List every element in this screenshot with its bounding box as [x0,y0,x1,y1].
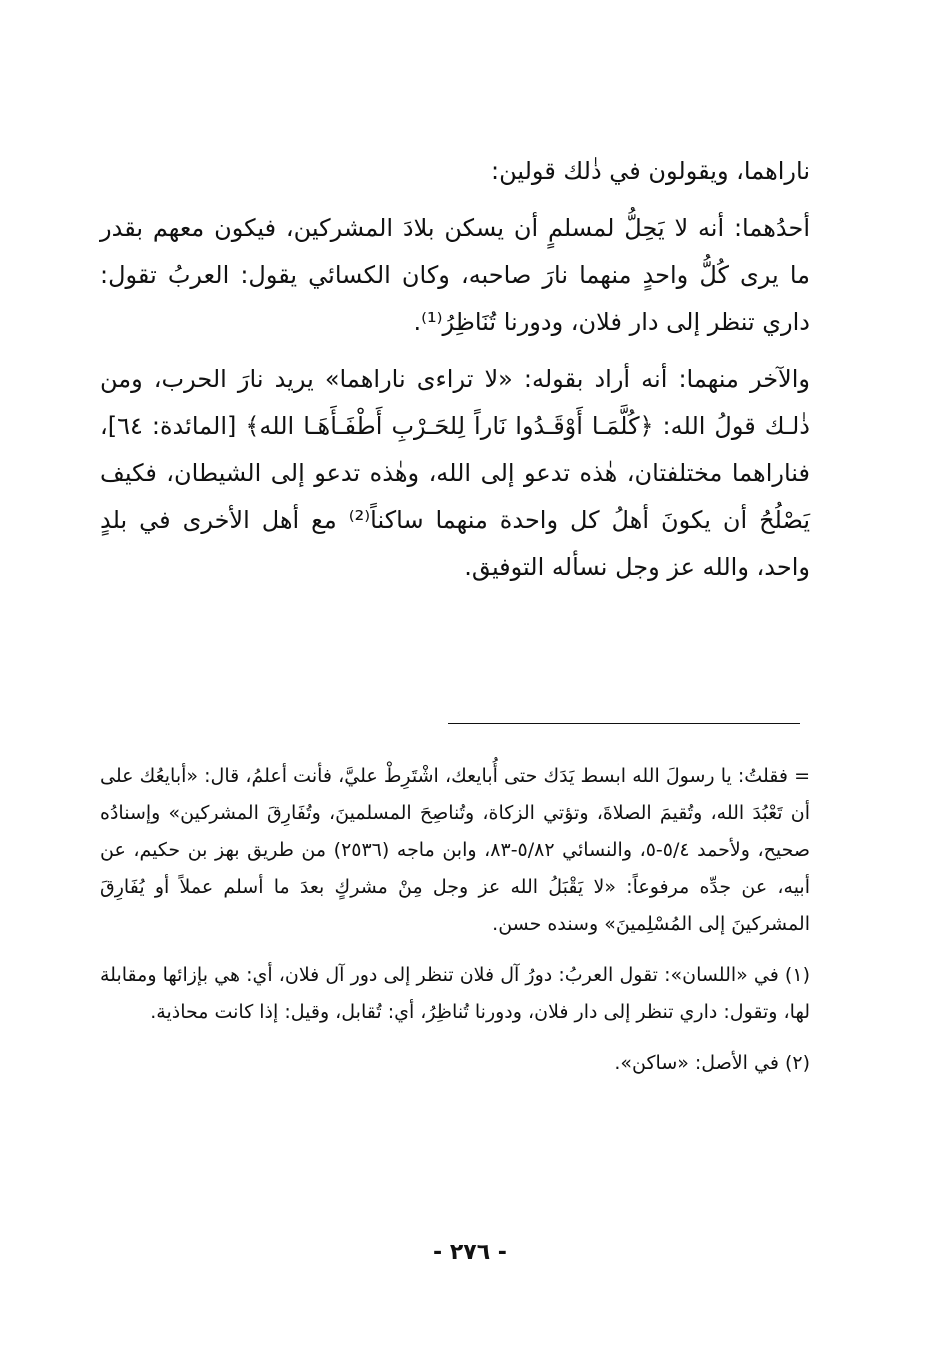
footnote-continuation: = فقلتُ: يا رسولَ الله ابسط يَدَك حتى أُبايعك، اشْتَرِطْ عليَّ، فأنت أعلمُ، قال: «أبايعُك على أن تَعْبُدَ الله، وتُقيمَ الصلاةَ، وتؤتي الزكاة، وتُناصِحَ المسلمينَ، وتُفَارِقَ المشركين» وإسنادُه صحيح، ولأحمد ٥/٤-٥، والنسائي ٥/٨٢-٨٣، وابن ماجه (٢٥٣٦) من طريق بهز بن حكيم، عن أبيه، عن جدِّه مرفوعاً: «لا يَقْبَلُ الله عز وجل مِنْ مشركٍ بعدَ ما أسلم عملاً أو يُفَارِقَ المشركينَ إلى المُسْلِمينَ» وسنده حسن. [100,765,810,935]
main-paragraph: ناراهما، ويقولون في ذٰلك قولين: [491,157,810,185]
footnote-1: (١) في «اللسان»: تقول العربُ: دورُ آل فلان تنظر إلى دور آل فلان، أي: هي بإزائها ومقابلة لها، وتقول: داري تنظر إلى دار فلان، ودورنا تُناظِرُ، أي: تُقابل، وقيل: إذا كانت محاذية. [100,964,810,1023]
main-text [100,148,810,591]
main-paragraph: والآخر منهما: أنه أراد بقوله: «لا تراءى ناراهما» يريد نارَ الحرب، ومن ذٰلـك قولُ الله: ﴿كُلَّمَـا أَوْقَـدُوا نَاراً لِلحَـرْبِ أَطْفَـأَهَـا الله﴾ [المائدة: ٦٤]، فناراهما مختلفتان، هٰذه تدعو إلى الله، وهٰذه تدعو إلى الشيطان، فكيف يَصْلُحُ أن يكونَ أهلُ كل واحدة منهما ساكناً⁽²⁾ مع أهل الأخرى في بلدٍ واحد، والله عز وجل نسأله التوفيق. [100,365,810,581]
main-paragraph: أحدُهما: أنه لا يَحِلُّ لمسلمٍ أن يسكن بلادَ المشركين، فيكون معهم بقدر ما يرى كُلُّ واحدٍ منهما نارَ صاحبه، وكان الكسائي يقول: العربُ تقول: داري تنظر إلى دار فلان، ودورنا تُنَاظِرُ⁽¹⁾. [100,214,810,336]
footnote-2: (٢) في الأصل: «ساكن». [614,1052,810,1074]
footnotes [100,758,810,1082]
page-number: - ٢٧٦ - [433,1240,507,1265]
footnote-separator [448,723,800,724]
